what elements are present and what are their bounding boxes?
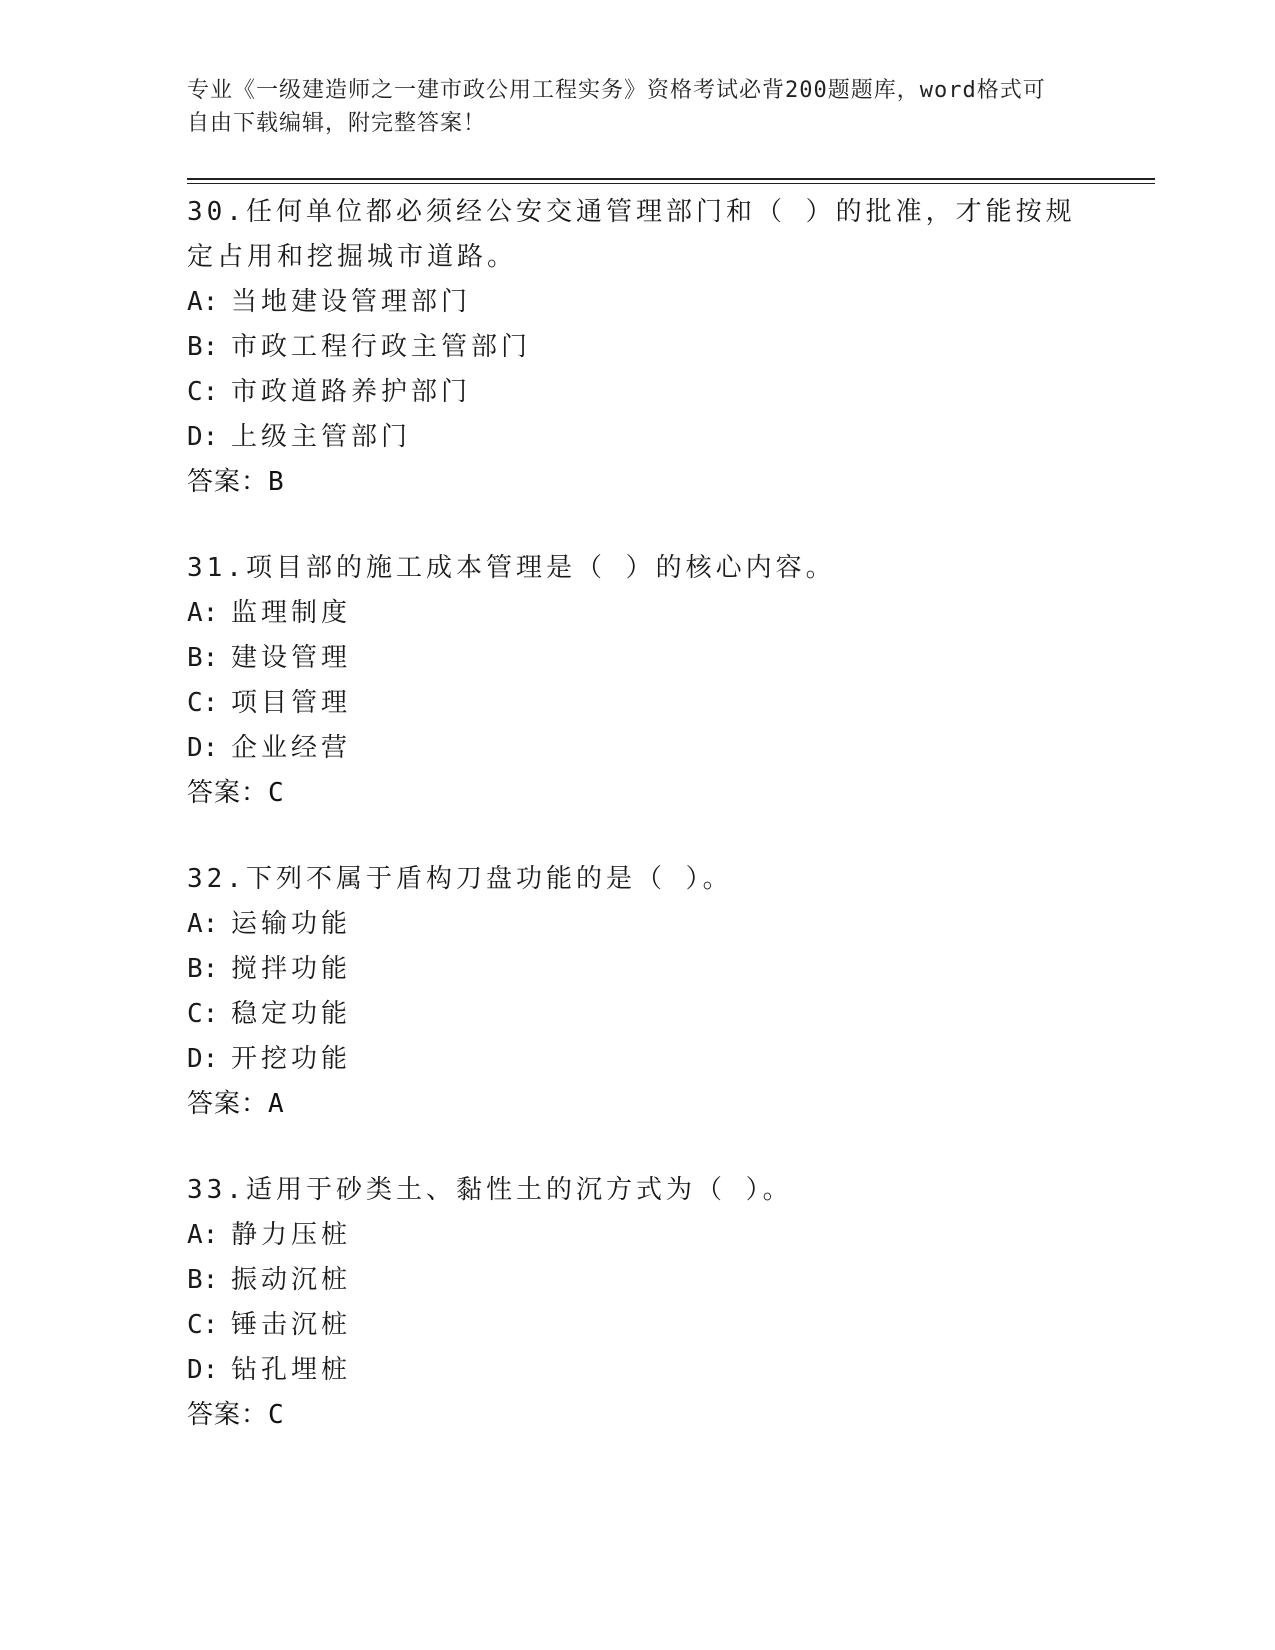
option-text: 开挖功能 — [231, 1044, 352, 1074]
option-key: A: — [187, 909, 219, 939]
question-list — [187, 190, 1087, 1479]
option-key: D: — [187, 733, 219, 763]
option-key: A: — [187, 1220, 219, 1250]
question-stem: 30.任何单位都必须经公安交通管理部门和（ ）的批准，才能按规定占用和挖掘城市道路。 — [187, 197, 1076, 272]
option-text: 建设管理 — [231, 643, 352, 673]
option-c — [187, 370, 1087, 415]
option-text: 当地建设管理部门 — [231, 287, 472, 317]
option-key: B: — [187, 1265, 219, 1295]
option-text: 上级主管部门 — [231, 422, 412, 452]
header-rule-thin — [187, 183, 1155, 184]
option-text: 运输功能 — [231, 909, 352, 939]
option-text: 企业经营 — [231, 733, 352, 763]
question-stem: 32.下列不属于盾构刀盘功能的是（ ）。 — [187, 864, 733, 894]
option-text: 振动沉桩 — [231, 1265, 352, 1295]
option-key: D: — [187, 422, 219, 452]
option-text: 稳定功能 — [231, 999, 352, 1029]
option-a — [187, 902, 1087, 947]
answer-line: 答案：C — [187, 778, 285, 808]
option-key: D: — [187, 1355, 219, 1385]
option-c — [187, 992, 1087, 1037]
option-c — [187, 681, 1087, 726]
option-text: 市政道路养护部门 — [231, 377, 472, 407]
answer-line: 答案：B — [187, 467, 285, 497]
option-b — [187, 636, 1087, 681]
option-a — [187, 1213, 1087, 1258]
question-item — [187, 1168, 1087, 1438]
option-key: C: — [187, 999, 219, 1029]
option-text: 项目管理 — [231, 688, 352, 718]
option-text: 监理制度 — [231, 598, 352, 628]
option-d — [187, 726, 1087, 771]
option-key: C: — [187, 377, 219, 407]
option-text: 市政工程行政主管部门 — [231, 332, 532, 362]
question-item — [187, 190, 1087, 505]
option-key: A: — [187, 287, 219, 317]
option-b — [187, 1258, 1087, 1303]
question-item — [187, 857, 1087, 1127]
option-d — [187, 1037, 1087, 1082]
option-key: C: — [187, 1310, 219, 1340]
option-b — [187, 947, 1087, 992]
option-key: B: — [187, 332, 219, 362]
option-a — [187, 280, 1087, 325]
option-key: D: — [187, 1044, 219, 1074]
option-key: C: — [187, 688, 219, 718]
option-text: 搅拌功能 — [231, 954, 352, 984]
answer-line: 答案：C — [187, 1400, 285, 1430]
option-key: B: — [187, 643, 219, 673]
option-text: 锤击沉桩 — [231, 1310, 352, 1340]
option-text: 静力压桩 — [231, 1220, 352, 1250]
option-d — [187, 1348, 1087, 1393]
option-key: B: — [187, 954, 219, 984]
option-d — [187, 415, 1087, 460]
question-item — [187, 546, 1087, 816]
document-header: 专业《一级建造师之一建市政公用工程实务》资格考试必背200题题库，word格式可自由下载编辑，附完整答案！ — [187, 78, 1046, 136]
option-b — [187, 325, 1087, 370]
answer-line: 答案：A — [187, 1089, 285, 1119]
header-rule-thick — [187, 178, 1155, 180]
option-c — [187, 1303, 1087, 1348]
option-text: 钻孔埋桩 — [231, 1355, 352, 1385]
option-key: A: — [187, 598, 219, 628]
question-stem: 33.适用于砂类土、黏性土的沉方式为（ ）。 — [187, 1175, 793, 1205]
question-stem: 31.项目部的施工成本管理是（ ）的核心内容。 — [187, 553, 836, 583]
option-a — [187, 591, 1087, 636]
